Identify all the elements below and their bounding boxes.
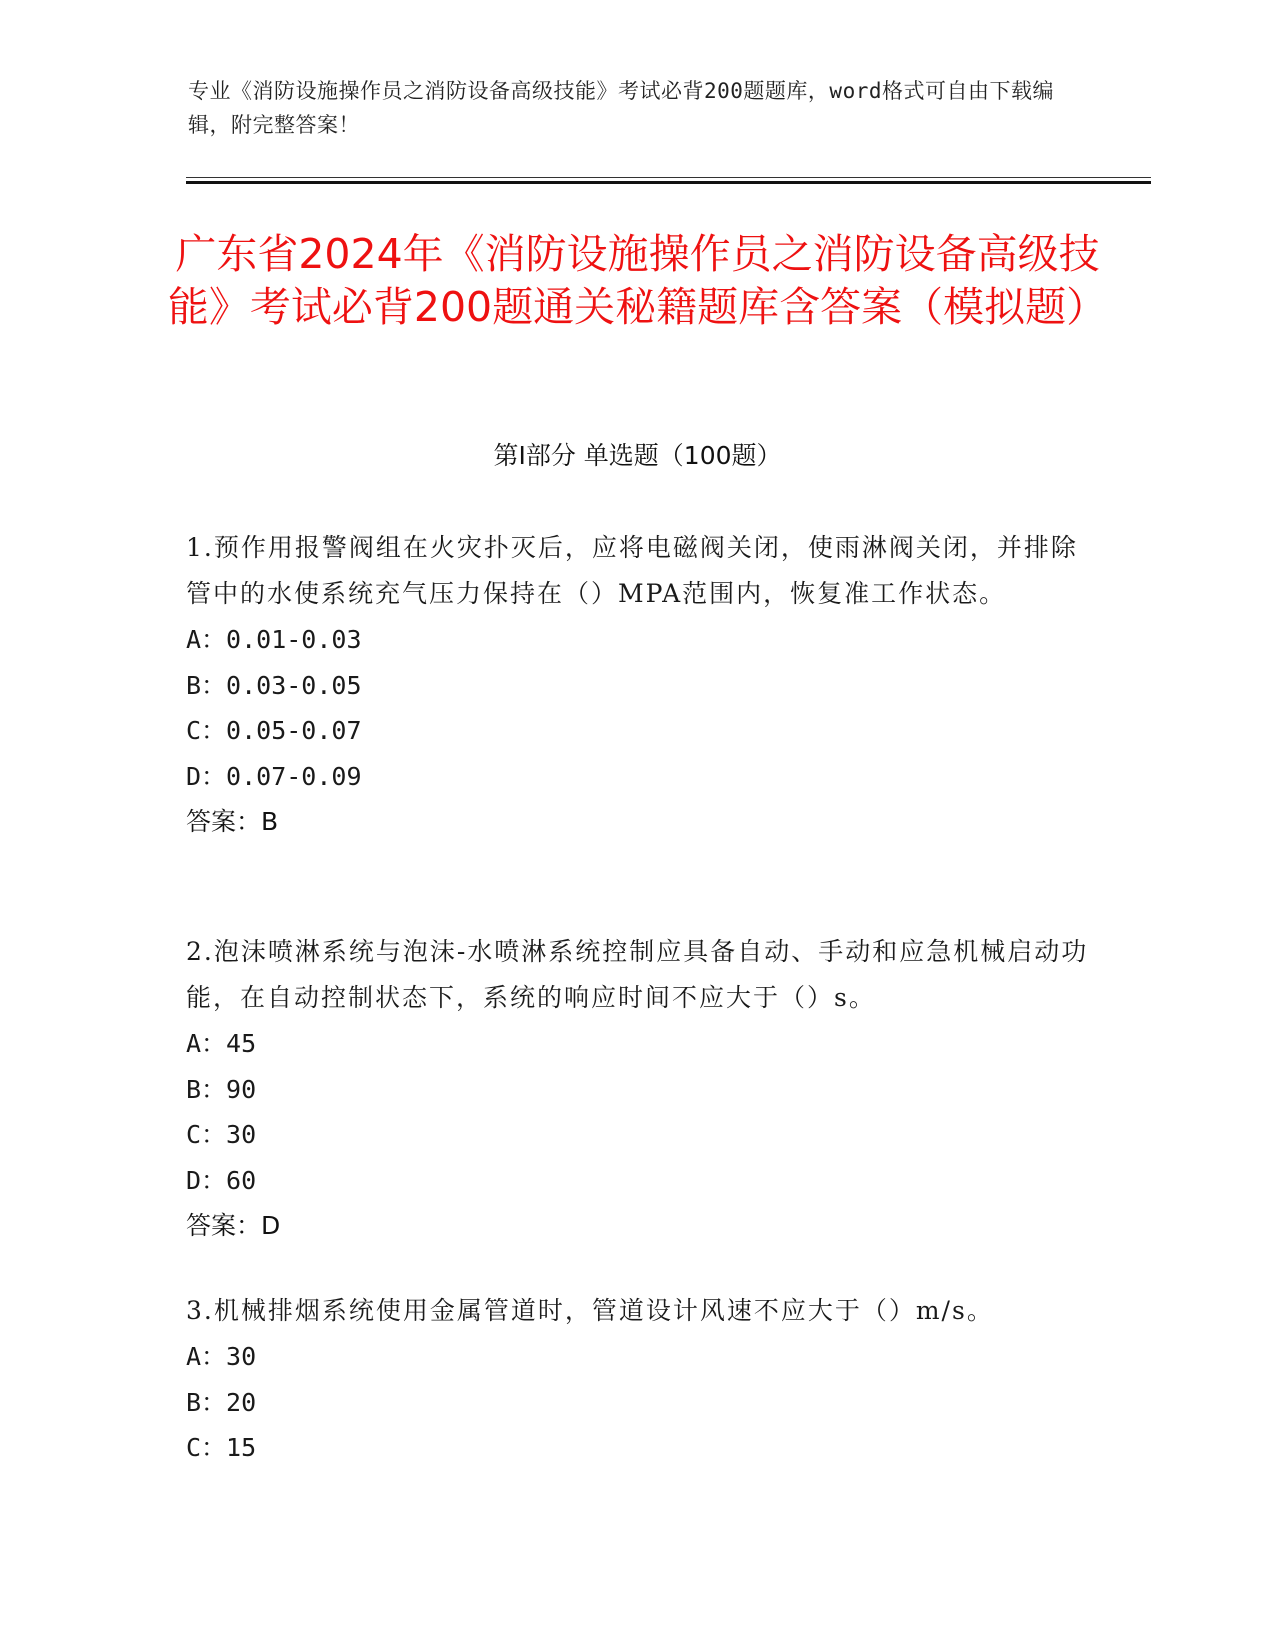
option-a: A：30	[186, 1342, 257, 1371]
question-stem: 1.预作用报警阀组在火灾扑灭后，应将电磁阀关闭，使雨淋阀关闭，并排除管中的水使系统充气压力保持在（）MPA范围内，恢复准工作状态。	[186, 533, 1078, 608]
document-title: 广东省2024年《消防设施操作员之消防设备高级技能》考试必背200题通关秘籍题库含答案（模拟题）	[167, 230, 1108, 331]
header-divider-thick	[186, 181, 1151, 184]
option-a: A：45	[186, 1029, 257, 1058]
question-3	[186, 1288, 1091, 1471]
section-heading: 第I部分 单选题（100题）	[493, 441, 782, 470]
header-note: 专业《消防设施操作员之消防设备高级技能》考试必背200题题库，word格式可自由下载编辑，附完整答案！	[188, 79, 1054, 137]
option-b: B：0.03-0.05	[186, 670, 362, 700]
option-a: A：0.01-0.03	[186, 625, 362, 654]
question-stem: 2.泡沫喷淋系统与泡沫-水喷淋系统控制应具备自动、手动和应急机械启动功能，在自动控制状态下，系统的响应时间不应大于（）s。	[186, 937, 1089, 1012]
answer-label: 答案：D	[186, 1211, 281, 1240]
question-2	[186, 929, 1091, 1249]
option-c: C：15	[186, 1433, 257, 1462]
option-c: C：30	[186, 1120, 257, 1149]
question-1	[186, 525, 1091, 845]
option-b: B：90	[186, 1074, 257, 1104]
option-b: B：20	[186, 1387, 257, 1417]
option-c: C：0.05-0.07	[186, 716, 362, 745]
header-divider-thin	[186, 177, 1151, 178]
option-d: D：0.07-0.09	[186, 761, 362, 791]
option-d: D：60	[186, 1165, 257, 1195]
answer-label: 答案：B	[186, 807, 279, 836]
question-stem: 3.机械排烟系统使用金属管道时，管道设计风速不应大于（）m/s。	[186, 1296, 994, 1325]
